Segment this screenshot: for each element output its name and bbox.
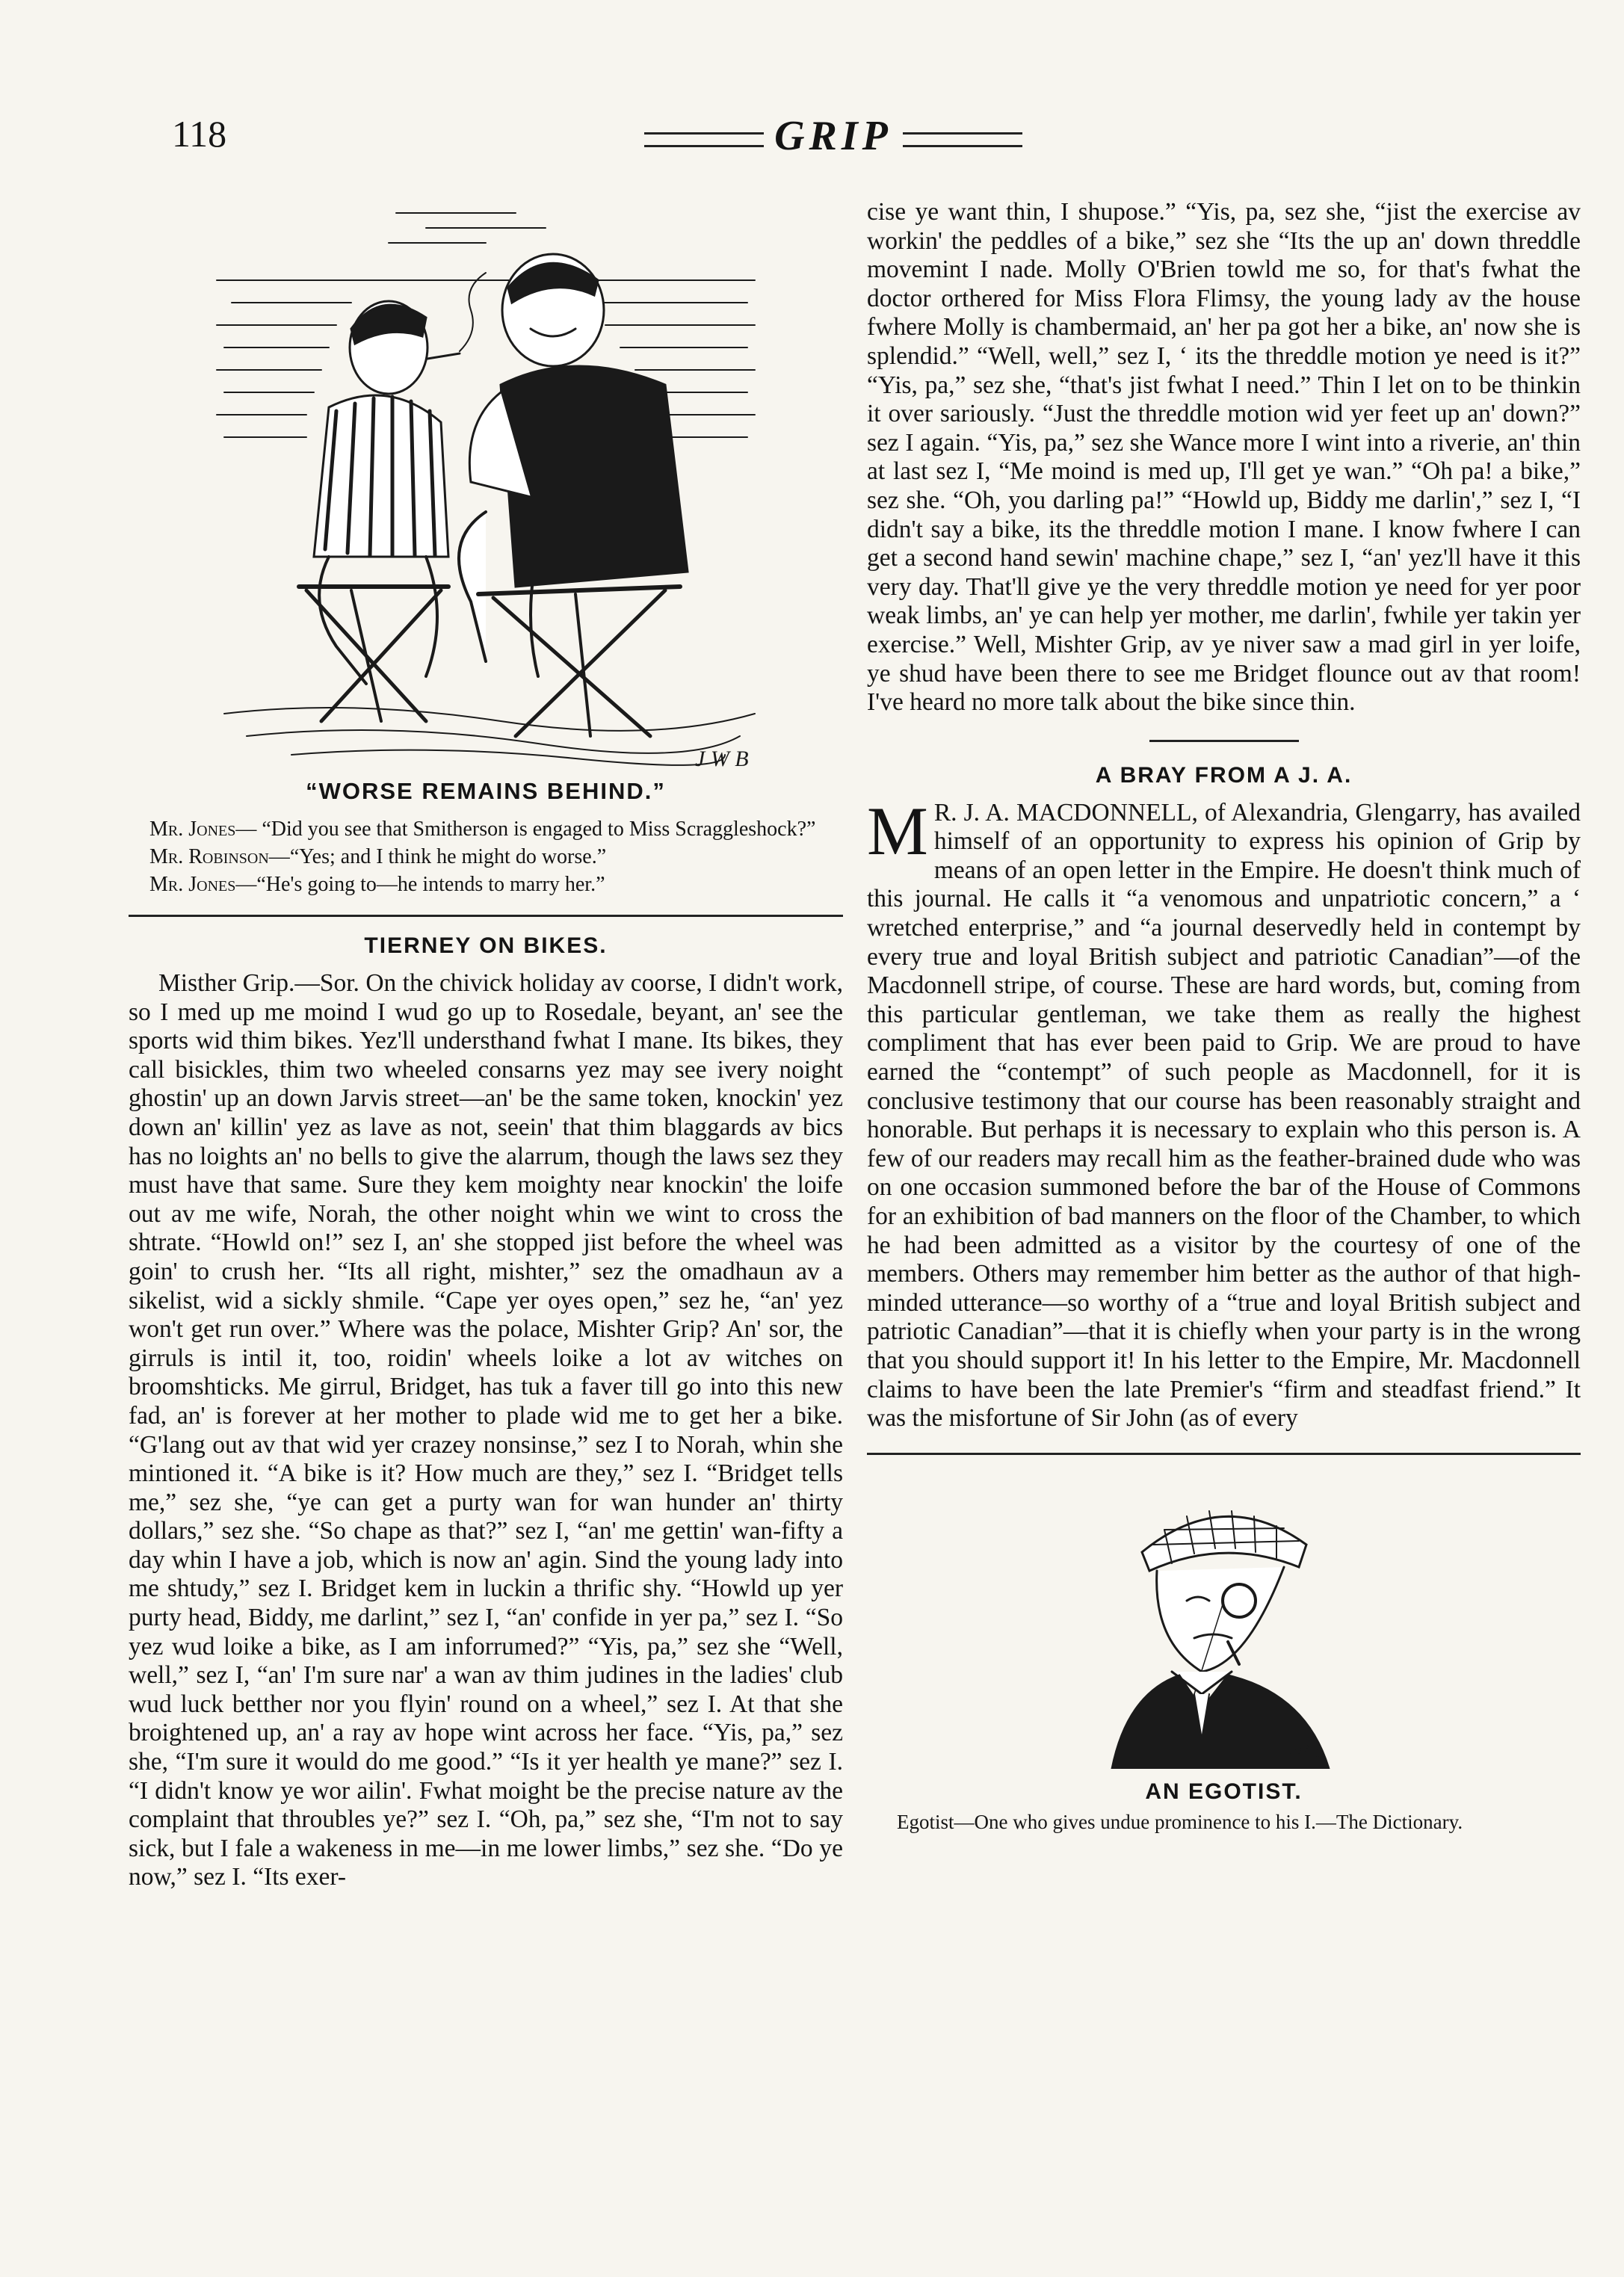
cartoon-signature: J W B (695, 747, 749, 771)
dialogue-line: Mr. Jones— “Did you see that Smitherson is engaged to Miss Scraggleshock?” (149, 818, 816, 841)
section-divider (1149, 740, 1299, 742)
article-title-bray: A BRAY FROM A J. A. (1095, 762, 1353, 788)
masthead (572, 112, 1095, 160)
article-title-tierney: TIERNEY ON BIKES. (364, 933, 608, 958)
article-body-bray: M R. J. A. MACDONNELL, of Alexandria, Glengarry, has availed himself of an opportunity to express his opinion of Grip by means of an open letter in the Empire. He doesn't think much of this journal. He calls it “a venomous and unpatriotic concern,” a ‘ wretched enterprise,” and “a journal deservedly held in contempt by every true and loyal British subject and patriotic Canadian”—of the Macdonnell stripe, of course. These are hard words, but, coming from this particular gentleman, we take them as really the highest compliment that has ever been paid to Grip. We are proud to have earned the “contempt” of such people as Macdonnell, for it is conclusive testimony that our course has been reasonably straight and honorable. But perhaps it is necessary to explain who this person is. A few of our readers may recall him as the feather-brained dude who was on one occasion summoned before the bar of the House of Commons for an exhibition of bad manners on the floor of the Chamber, to which he had been admitted as a visitor by the courtesy of one of the members. Others may remember him better as the author of that high-minded utterance—so worthy of a “true and loyal British subject and patriotic Canadian”—that it is chiefly when your party is in the wrong that you should support it! In his letter to the Empire, Mr. Macdonnell claims to have been the late Premier's “firm and steadfast friend.” It was the misfortune of Sir John (as of every (867, 792, 1581, 1433)
article-body-tierney-part2: cise ye want thin, I shupose.” “Yis, pa, sez she, “jist the exercise av workin' the peddles of a bike,” sez she “Its the up an' down threddle movemint I nade. Molly O'Brien towld me so, for that's fwhat the doctor orthered for Miss Flora Flimsy, the young lady av the house fwhere Molly is chambermaid, an' her pa got her a bike, an' now she is splendid.” “Well, well,” sez I, ‘ its the threddle motion ye need is it?” “Yis, pa,” sez she, “that's jist fwhat I need.” Thin I let on to be thinkin it over sariously. “Just the threddle motion wid yer feet up an' down?” sez I again. “Yis, pa,” sez she Wance more I wint into a riverie, an' thin at last sez I, “Me moind is med up, I'll get ye wan.” “Oh pa! a bike,” sez she. “Oh, you darling pa!” “Howld up, Biddy me darlin',” sez I, “I didn't say a bike, its the threddle motion I mane. I know fwhere I can get a second hand sewin' machine chape,” sez I, “an' yez'll have it this very day. That'll give ye the very threddle motion ye need for yer poor weak limbs, an' ye can help yer mother, me darlin', fwhile yer takin yer exercise.” Well, Mishter Grip, av ye niver saw a mad girl in yer loife, ye shud have been there to see me Bridget flounce out av that room! I've heard no more talk about the bike since thin. (867, 198, 1581, 717)
left-column (129, 198, 843, 1892)
egotist-caption: Egotist—One who gives undue prominence to his I.—The Dictionary. (897, 1810, 1463, 1833)
cartoon-title: “WORSE REMAINS BEHIND.” (306, 778, 666, 804)
egotist-signature: JWB (1283, 1740, 1321, 1762)
dialogue-line: Mr. Robinson—“Yes; and I think he might do worse.” (149, 845, 607, 868)
page-number: 118 (172, 113, 227, 155)
section-divider (129, 915, 843, 917)
page-header (0, 112, 1624, 172)
cartoon-two-men-on-camp-stools (202, 198, 770, 773)
egotist-title: AN EGOTIST. (1145, 1779, 1303, 1804)
right-column (867, 198, 1581, 1835)
dialogue-line: Mr. Jones—“He's going to—he intends to marry her.” (149, 873, 605, 896)
article-body-tierney-part1: Misther Grip.—Sor. On the chivick holiday av coorse, I didn't work, so I med up me moind I wud go up to Rosedale, beyant, an' see the sports wid thim bikes. Yez'll understhand fwhat I mane. Its bikes, they call bisickles, thim two wheeled consarns yez may see ivery noight ghostin' up an down Jarvis street—an' be the same token, knockin' yez down an' killin' yez as lave as not, seein' that thim blaggards av bics has no loights an' no bells to give the alarrum, though the laws sez they must have that same. Sure they kem moighty near knockin' the loife out av me wife, Norah, the other noight whin we wint to cross the shtrate. “Howld on!” sez I, an' she stopped jist before the wheel was goin' to crush her. “Its all right, mishter,” sez the omadhaun av a sikelist, wid a sickly shmile. “Cape yer oyes open,” sez he, “an' yez won't get run over.” Where was the polace, Mishter Grip? An' sor, the girruls is intil it, too, roidin' wheels loike a lot av witches on broomshticks. Me girrul, Bridget, has tuk a faver till go into this new fad, an' is forever at her mother to plade wid me to get her a bike. “G'lang out av that wid yer crazey nonsinse,” sez I to Norah, whin she mintioned it. “A bike is it? How much are they,” sez I. “Bridget tells me,” sez she, “ye can get a purty wan for wan hunder an' thirty dollars,” sez she. “So chape as that?” sez I, “an' me gettin' wan-fifty a day whin I have a job, which is now an' agin. Sind the young lady into me shtudy,” sez I. Bridget kem in luckin a thrific shy. “Howld up yer purty head, Biddy, me darlint,” sez I, “an' confide in yer pa,” sez I. “So yez wud loike a bike, as I am inforrumed?” “Yis, pa,” sez she “Well, well,” sez I, “an' I'm sure nar' a wan av thim judines in the ladies' club wud luck betther nor you flyin' round on a wheel,” sez I. At that she broightened up, an' a ray av hope wint across her face. “Yis, pa,” sez she, “I'm sure it would do me good.” “Is it yer health ye mane?” sez I. “I didn't know ye wor ailin'. Fwhat moight be the precise nature av the complaint that throubles ye?” sez I. “Oh, pa,” sez she, “I'm not to say sick, but I fale a wakeness in me—in me lower limbs,” sez she. “Do ye now,” sez I. “Its exer- (129, 969, 843, 1891)
masthead-title: GRIP (774, 113, 892, 159)
masthead-left-ornament (644, 132, 764, 147)
drop-cap: M (867, 792, 928, 869)
masthead-right-ornament (903, 132, 1022, 147)
section-divider (867, 1453, 1581, 1455)
egotist-portrait-illustration (1082, 1470, 1366, 1769)
